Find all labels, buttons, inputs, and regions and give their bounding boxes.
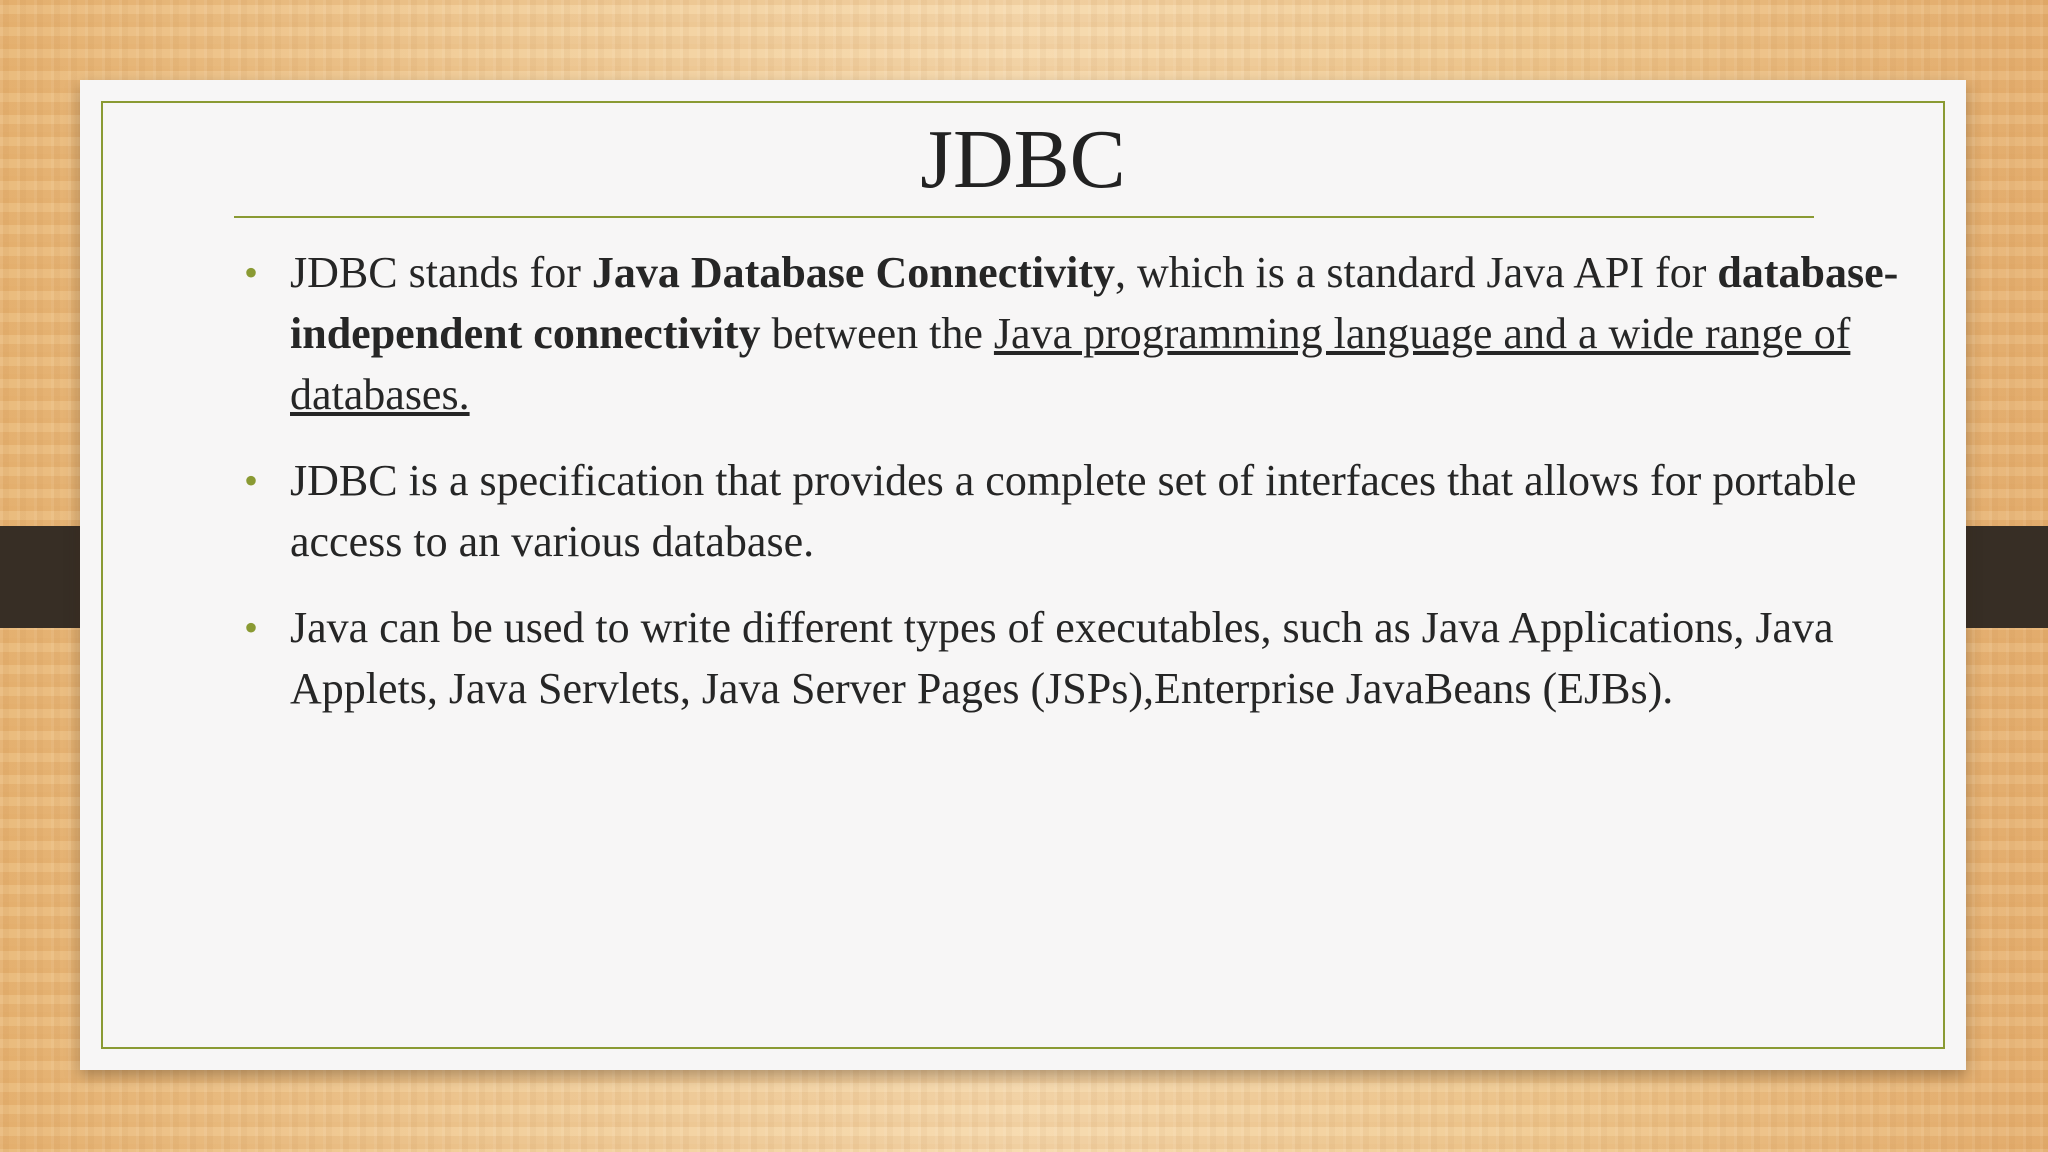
bullet-text: JDBC stands for xyxy=(290,248,592,297)
bullet-item-jdbc-specification xyxy=(210,450,1950,572)
underlined-phrase: Java programming language and a wide range of databases. xyxy=(290,309,1851,419)
bullet-text: JDBC is a specification that provides a complete set of interfaces that allows for portable access to an various database. xyxy=(290,456,1857,566)
bullet-dot-icon: • xyxy=(244,605,259,650)
bullet-item-jdbc-definition xyxy=(210,242,1950,425)
bullet-dot-icon: • xyxy=(244,458,259,503)
bold-term-database-independent-connectivity: database-independent connectivity xyxy=(290,248,1899,358)
bullet-text: , which is a standard Java API for xyxy=(1115,248,1718,297)
bullet-text: Java can be used to write different types of executables, such as Java Applications, Java Applets, Java Servlets, Java Server Pages (JSPs),Enterprise JavaBeans (EJBs). xyxy=(290,603,1834,713)
bullet-list xyxy=(210,242,1950,744)
slide-title: JDBC xyxy=(920,113,1126,206)
bullet-text: between the xyxy=(760,309,994,358)
slide-card xyxy=(80,80,1966,1070)
bold-term-java-database-connectivity: Java Database Connectivity xyxy=(591,248,1115,297)
title-underline-rule xyxy=(234,216,1814,218)
bullet-dot-icon: • xyxy=(244,250,259,295)
bullet-item-java-executables xyxy=(210,597,1950,719)
